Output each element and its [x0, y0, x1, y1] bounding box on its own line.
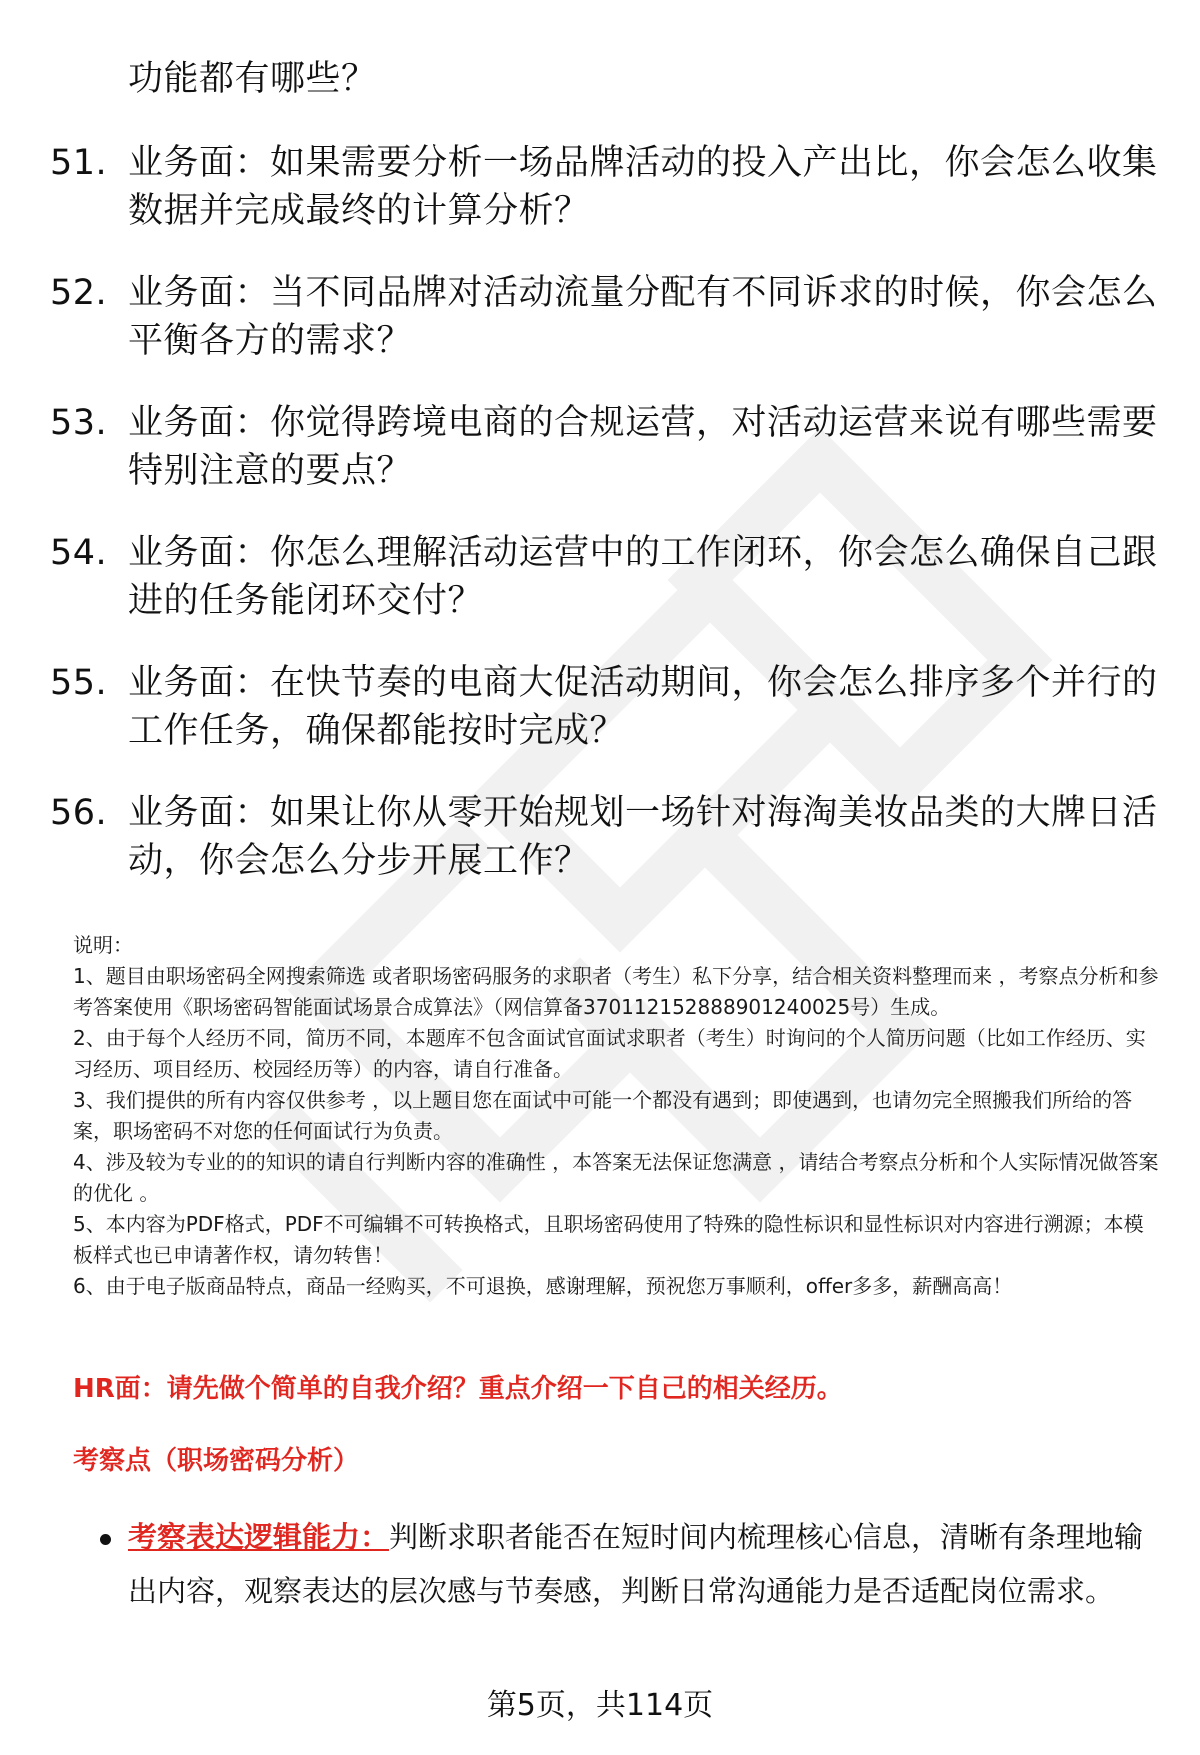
- question-text: 业务面：在快节奏的电商大促活动期间，你会怎么排序多个并行的工作任务，确保都能按时完成？: [128, 663, 1158, 751]
- question-item: [50, 139, 1160, 235]
- question-text: 业务面：你觉得跨境电商的合规运营，对活动运营来说有哪些需要特别注意的要点？: [128, 403, 1158, 491]
- note-item: 4、涉及较为专业的的知识的请自行判断内容的准确性 ，本答案无法保证您满意 ，请结合考察点分析和个人实际情况做答案的优化 。: [73, 1150, 1159, 1205]
- question-item: [50, 529, 1160, 625]
- question-text: 业务面：当不同品牌对活动流量分配有不同诉求的时候，你会怎么平衡各方的需求？: [128, 273, 1158, 361]
- question-number: 55.: [50, 663, 108, 703]
- question-number: 52.: [50, 273, 108, 313]
- note-item: 5、本内容为PDF格式，PDF不可编辑不可转换格式，且职场密码使用了特殊的隐性标识和显性标识对内容进行溯源；本模板样式也已申请著作权，请勿转售！: [73, 1212, 1144, 1267]
- disclaimer-notes: [73, 930, 1163, 1302]
- note-item: 6、由于电子版商品特点，商品一经购买，不可退换，感谢理解，预祝您万事顺利，offer多多，薪酬高高！: [73, 1274, 1013, 1298]
- note-item: 1、题目由职场密码全网搜索筛选 或者职场密码服务的求职者（考生）私下分享，结合相关资料整理而来 ，考察点分析和参考答案使用《职场密码智能面试场景合成算法》（网信算备370112152888901240025号）生成。: [73, 964, 1159, 1019]
- question-text: 业务面：如果让你从零开始规划一场针对海淘美妆品类的大牌日活动，你会怎么分步开展工作？: [128, 793, 1158, 881]
- question-text: 功能都有哪些？: [128, 59, 377, 99]
- bullet-text: [100, 1510, 1160, 1618]
- question-item: [50, 789, 1160, 885]
- assessment-points-title: 考察点（职场密码分析）: [73, 1446, 360, 1476]
- bullet-title: 考察表达逻辑能力：: [128, 1520, 390, 1554]
- question-text: 业务面：你怎么理解活动运营中的工作闭环，你会怎么确保自己跟进的任务能闭环交付？: [128, 533, 1158, 621]
- question-number: 53.: [50, 403, 108, 443]
- question-item: [50, 399, 1160, 495]
- notes-title: 说明：: [73, 933, 133, 957]
- bullet-body: 判断求职者能否在短时间内梳理核心信息，清晰有条理地输出内容，观察表达的层次感与节奏感，判断日常沟通能力是否适配岗位需求。: [128, 1520, 1144, 1608]
- question-number: 51.: [50, 143, 108, 183]
- hr-question-heading: HR面：请先做个简单的自我介绍？重点介绍一下自己的相关经历。: [73, 1374, 843, 1404]
- assessment-bullet: [100, 1510, 1160, 1618]
- question-text: 业务面：如果需要分析一场品牌活动的投入产出比，你会怎么收集数据并完成最终的计算分析？: [128, 143, 1158, 231]
- question-item: [50, 55, 1160, 103]
- note-item: 2、由于每个人经历不同，简历不同，本题库不包含面试官面试求职者（考生）时询问的个人简历问题（比如工作经历、实习经历、项目经历、校园经历等）的内容，请自行准备。: [73, 1026, 1146, 1081]
- question-item: [50, 659, 1160, 755]
- note-item: 3、我们提供的所有内容仅供参考 ，以上题目您在面试中可能一个都没有遇到；即使遇到，也请勿完全照搬我们所给的答案，职场密码不对您的任何面试行为负责。: [73, 1088, 1133, 1143]
- question-item: [50, 269, 1160, 365]
- bullet-dot-icon: [100, 1534, 111, 1545]
- question-number: 54.: [50, 533, 108, 573]
- question-number: 56.: [50, 793, 108, 833]
- question-list: [50, 55, 1160, 919]
- page-footer: 第5页，共114页: [486, 1688, 714, 1723]
